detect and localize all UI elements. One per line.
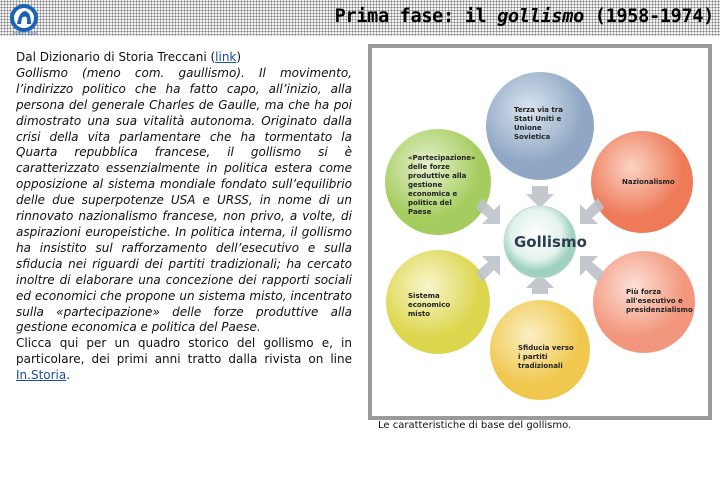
svg-text:centro studi: centro studi bbox=[13, 30, 37, 36]
more-info-paragraph: Clicca qui per un quadro storico del gollismo e, in particolare, dei primi anni tratto dalla rivista on line In.Storia. bbox=[16, 336, 352, 383]
node-label-bottom-right: Più forza all'esecutivo e presidenzialismo bbox=[626, 288, 693, 314]
diagram-center-label: Gollismo bbox=[514, 233, 587, 251]
definition-paragraph: Gollismo (meno com. gaullismo). Il movimento, l’indirizzo politico che ha fatto capo, all’inizio, alla persona del generale Charles de Gaulle, ma che ha poi dimostrato una sua vitalità autonoma. Originato dalla crisi della vita parlamentare che ha tormentato la Quarta repubblica francese, il gollismo si è caratterizzato essenzialmente in politica estera come opposizione al sistema mondiale fondato sull’equilibrio delle due superpotenze USA e URSS, in nome di un rinnovato nazionalismo francese, non privo, a volte, di aspirazioni europeistiche. In politica interna, il gollismo ha insistito sul rafforzamento dell’esecutivo e sulla sfiducia nei riguardi dei partiti tradizionali; ha cercato inoltre di elaborare una concezione dei rapporti sociali ed economici che propone un sistema misto, incentrato sulla «partecipazione» delle forze produttive alla gestione economica e politica del Paese. bbox=[16, 65, 352, 335]
node-label-top-left: «Partecipazione» delle forze produttive alla gestione economica e politica del Paese bbox=[408, 154, 476, 216]
gollismo-diagram bbox=[368, 44, 712, 420]
node-label-left: Sistema economico misto bbox=[408, 292, 451, 318]
page-title: Prima fase: il gollismo (1958-1974) bbox=[334, 6, 714, 27]
node-label-bottom: Sfiducia verso i partiti tradizionali bbox=[518, 344, 574, 370]
figure-caption: Le caratteristiche di base del gollismo. bbox=[378, 420, 572, 431]
header-banner bbox=[0, 0, 720, 36]
body-text bbox=[16, 50, 352, 384]
node-label-top: Terza via tra Stati Uniti e Unione Sovietica bbox=[514, 106, 563, 141]
instoria-link[interactable]: In.Storia bbox=[16, 368, 67, 383]
node-label-right: Nazionalismo bbox=[622, 178, 675, 186]
treccani-link[interactable]: link bbox=[215, 50, 237, 64]
argo-logo bbox=[5, 2, 45, 36]
source-line: Dal Dizionario di Storia Treccani (link) bbox=[16, 50, 242, 64]
